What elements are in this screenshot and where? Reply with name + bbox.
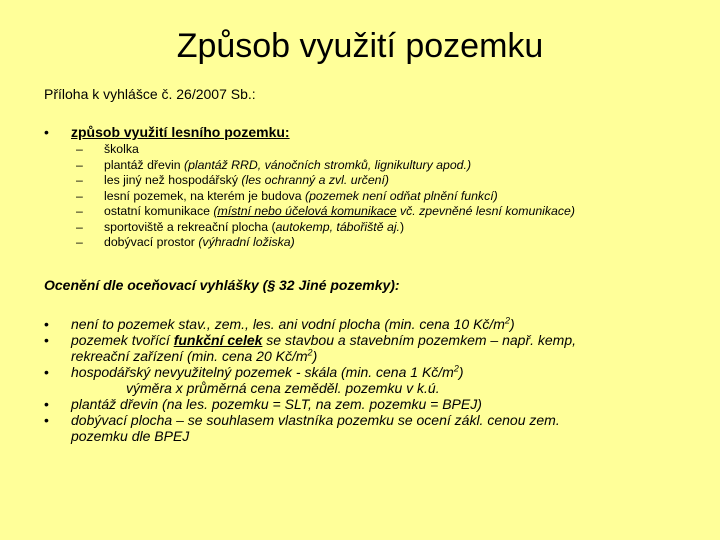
item-text: lesní pozemek, na kterém je budova [104, 188, 305, 203]
item-note: (plantáž RRD, vánočních stromků, lignikultury apod.) [183, 157, 472, 172]
list-item [44, 332, 691, 364]
bullet-icon: • [44, 316, 49, 332]
functional-unit-term: funkční celek [173, 332, 263, 348]
dash-icon: – [76, 173, 83, 187]
item-text: dobývací plocha – se souhlasem vlastníka pozemku se ocení zákl. cenou zem. [71, 412, 560, 428]
dash-icon: – [76, 204, 83, 218]
dash-icon: – [76, 235, 83, 249]
item-text: ostatní komunikace [104, 204, 214, 218]
bullet-icon: • [44, 396, 49, 412]
item-text-end: ) [458, 364, 464, 380]
item-text: dobývací prostor [104, 235, 199, 249]
item-text-line2: rekreační zařízení (min. cena 20 Kč/m [71, 348, 308, 364]
item-text: plantáž dřevin [104, 157, 184, 172]
item-note: (výhradní ložiska) [198, 235, 295, 249]
dash-icon: – [76, 142, 83, 156]
bullet-icon: • [44, 332, 49, 348]
item-note: (les ochranný a zvl. určení) [241, 173, 390, 187]
item-note: vč. zpevněné lesní komunikace) [396, 204, 575, 218]
list-item [44, 412, 691, 444]
item-note: autokemp, tábořiště aj. [275, 219, 400, 234]
item-text-end: se stavbou a stavebním pozemkem – např. kemp, [262, 332, 577, 348]
bullet-icon: • [44, 124, 49, 140]
item-text: hospodářský nevyužitelný pozemek - skála (min. cena 1 Kč/m [71, 364, 454, 380]
superscript: 2 [307, 347, 313, 358]
item-text: les jiný než hospodářský [104, 173, 242, 187]
item-text-end: ) [312, 348, 318, 364]
item-text-line2: výměra x průměrná cena zeměděl. pozemku v k.ú. [126, 380, 440, 396]
valuation-list [44, 316, 691, 444]
item-text-end: ) [509, 316, 515, 332]
list-item [44, 316, 691, 332]
item-note-underlined: (místní nebo účelová komunikace [213, 204, 397, 218]
valuation-heading: Ocenění dle oceňovací vyhlášky (§ 32 Jiné pozemky): [44, 277, 400, 293]
bullet-icon: • [44, 412, 49, 428]
item-text: školka [104, 142, 139, 156]
superscript: 2 [453, 363, 459, 374]
item-text-line2: pozemku dle BPEJ [71, 428, 190, 444]
list-item [44, 364, 691, 396]
item-text: pozemek tvořící [71, 332, 174, 348]
bullet-icon: • [44, 364, 49, 380]
item-text: není to pozemek stav., zem., les. ani vodní plocha (min. cena 10 Kč/m [71, 316, 505, 332]
section1-label: způsob využití lesního pozemku: [71, 124, 290, 140]
item-note: (pozemek není odňat plnění funkcí) [304, 188, 498, 203]
item-text: sportoviště a rekreační plocha ( [104, 219, 276, 234]
slide-title: Způsob využití pozemku [176, 27, 544, 65]
list-item [44, 396, 691, 412]
annex-reference: Příloha k vyhlášce č. 26/2007 Sb.: [44, 86, 256, 102]
superscript: 2 [504, 315, 510, 326]
dash-icon: – [76, 157, 83, 172]
dash-icon: – [76, 219, 83, 234]
item-text: plantáž dřevin (na les. pozemku = SLT, na zem. pozemku = BPEJ) [71, 396, 482, 412]
item-text-end: ) [399, 219, 405, 234]
dash-icon: – [76, 188, 83, 203]
